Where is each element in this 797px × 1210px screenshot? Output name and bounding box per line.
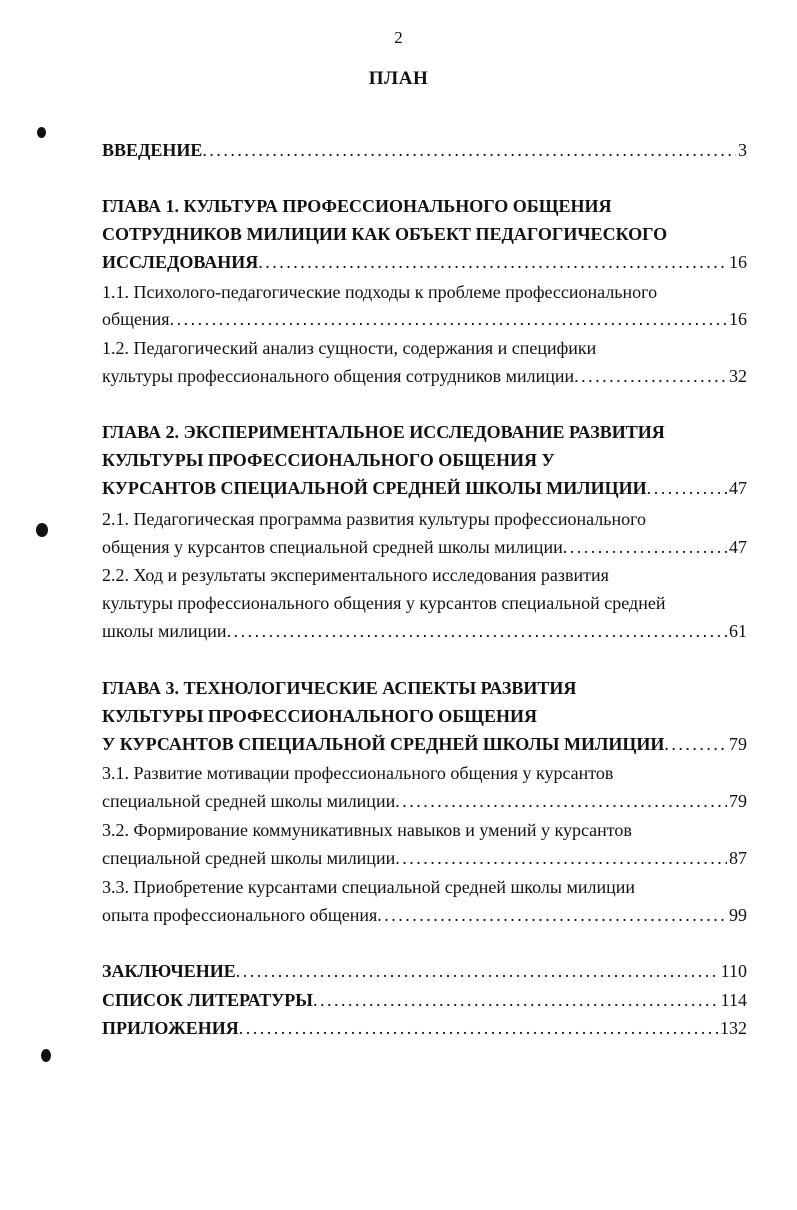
section-1-2-line: 1.2. Педагогический анализ сущности, содержания и специфики (102, 338, 597, 358)
toc-entry-label: специальной средней школы милиции (102, 791, 396, 811)
toc-entry-label: опыта профессионального общения (102, 905, 378, 925)
dot-leader (395, 787, 727, 815)
toc-entry-label: специальной средней школы милиции (102, 848, 396, 868)
toc-entry-label: ПРИЛОЖЕНИЯ (102, 1018, 239, 1038)
toc-page-number: 99 (729, 905, 747, 925)
section-2-1-last (102, 533, 747, 561)
chapter-1-heading-last (102, 248, 747, 276)
toc-page-number: 47 (729, 478, 747, 498)
toc-entry-label: ЗАКЛЮЧЕНИЕ (102, 961, 236, 981)
dot-leader (236, 957, 719, 985)
dot-leader (647, 474, 727, 502)
toc-page-number: 16 (729, 252, 747, 272)
chapter-3-heading-line: КУЛЬТУРЫ ПРОФЕССИОНАЛЬНОГО ОБЩЕНИЯ (102, 706, 537, 726)
toc-entry-appendices (102, 1014, 747, 1042)
chapter-1-heading-line: СОТРУДНИКОВ МИЛИЦИИ КАК ОБЪЕКТ ПЕДАГОГИЧЕСКОГО (102, 224, 668, 244)
dot-leader (574, 362, 727, 390)
dot-leader (313, 986, 719, 1014)
toc-entry-label: ВВЕДЕНИЕ (102, 140, 203, 160)
punch-hole-mark (36, 523, 48, 537)
toc-entry-conclusion (102, 957, 747, 985)
toc-page-number: 110 (720, 961, 747, 981)
section-3-2-last (102, 844, 747, 872)
chapter-1-heading-line: ГЛАВА 1. КУЛЬТУРА ПРОФЕССИОНАЛЬНОГО ОБЩЕНИЯ (102, 196, 612, 216)
dot-leader (202, 136, 736, 164)
punch-hole-mark (41, 1049, 51, 1062)
section-3-3-line: 3.3. Приобретение курсантами специальной средней школы милиции (102, 877, 636, 897)
dot-leader (258, 248, 727, 276)
toc-entry-label: КУРСАНТОВ СПЕЦИАЛЬНОЙ СРЕДНЕЙ ШКОЛЫ МИЛИЦИИ (102, 478, 647, 498)
toc-page-number: 114 (720, 990, 747, 1010)
dot-leader (170, 305, 727, 333)
dot-leader (227, 617, 727, 645)
toc-page-number: 79 (729, 734, 747, 754)
toc-entry-label: ИССЛЕДОВАНИЯ (102, 252, 259, 272)
section-3-1-line: 3.1. Развитие мотивации профессионального общения у курсантов (102, 763, 614, 783)
toc-page-number: 3 (738, 140, 747, 160)
toc-entry-intro (102, 136, 747, 164)
section-2-1-line: 2.1. Педагогическая программа развития культуры профессионального (102, 509, 647, 529)
chapter-2-heading-last (102, 474, 747, 502)
toc-entry-references (102, 986, 747, 1014)
toc-page-number: 79 (729, 791, 747, 811)
page-number: 2 (394, 28, 403, 47)
toc-entry-label: У КУРСАНТОВ СПЕЦИАЛЬНОЙ СРЕДНЕЙ ШКОЛЫ МИЛИЦИИ (102, 734, 665, 754)
toc-page-number: 32 (729, 366, 747, 386)
dot-leader (664, 730, 727, 758)
chapter-3-heading-line: ГЛАВА 3. ТЕХНОЛОГИЧЕСКИЕ АСПЕКТЫ РАЗВИТИЯ (102, 678, 577, 698)
dot-leader (377, 901, 727, 929)
toc-page-number: 87 (729, 848, 747, 868)
chapter-2-heading-line: КУЛЬТУРЫ ПРОФЕССИОНАЛЬНОГО ОБЩЕНИЯ У (102, 450, 555, 470)
toc-entry-label: школы милиции (102, 621, 227, 641)
toc-page-number: 132 (720, 1018, 747, 1038)
section-3-1-last (102, 787, 747, 815)
section-3-3-last (102, 901, 747, 929)
toc-page-number: 61 (729, 621, 747, 641)
chapter-2-heading-line: ГЛАВА 2. ЭКСПЕРИМЕНТАЛЬНОЕ ИССЛЕДОВАНИЕ РАЗВИТИЯ (102, 422, 665, 442)
section-3-2-line: 3.2. Формирование коммуникативных навыков и умений у курсантов (102, 820, 632, 840)
chapter-3-heading-last (102, 730, 747, 758)
section-1-1-line: 1.1. Психолого-педагогические подходы к проблеме профессионального (102, 282, 658, 302)
section-1-1-last (102, 305, 747, 333)
toc-page-number: 47 (729, 537, 747, 557)
punch-hole-mark (37, 127, 46, 138)
section-2-2-last (102, 617, 747, 645)
section-1-2-last (102, 362, 747, 390)
section-2-2-line: культуры профессионального общения у курсантов специальной средней (102, 593, 666, 613)
section-2-2-line: 2.2. Ход и результаты экспериментального исследования развития (102, 565, 609, 585)
toc-entry-label: общения у курсантов специальной средней школы милиции (102, 537, 563, 557)
toc-entry-label: общения (102, 309, 170, 329)
toc-entry-label: СПИСОК ЛИТЕРАТУРЫ (102, 990, 313, 1010)
dot-leader (239, 1014, 718, 1042)
toc-page-number: 16 (729, 309, 747, 329)
dot-leader (563, 533, 727, 561)
page-title: ПЛАН (368, 68, 429, 89)
toc-entry-label: культуры профессионального общения сотрудников милиции (102, 366, 575, 386)
dot-leader (395, 844, 727, 872)
